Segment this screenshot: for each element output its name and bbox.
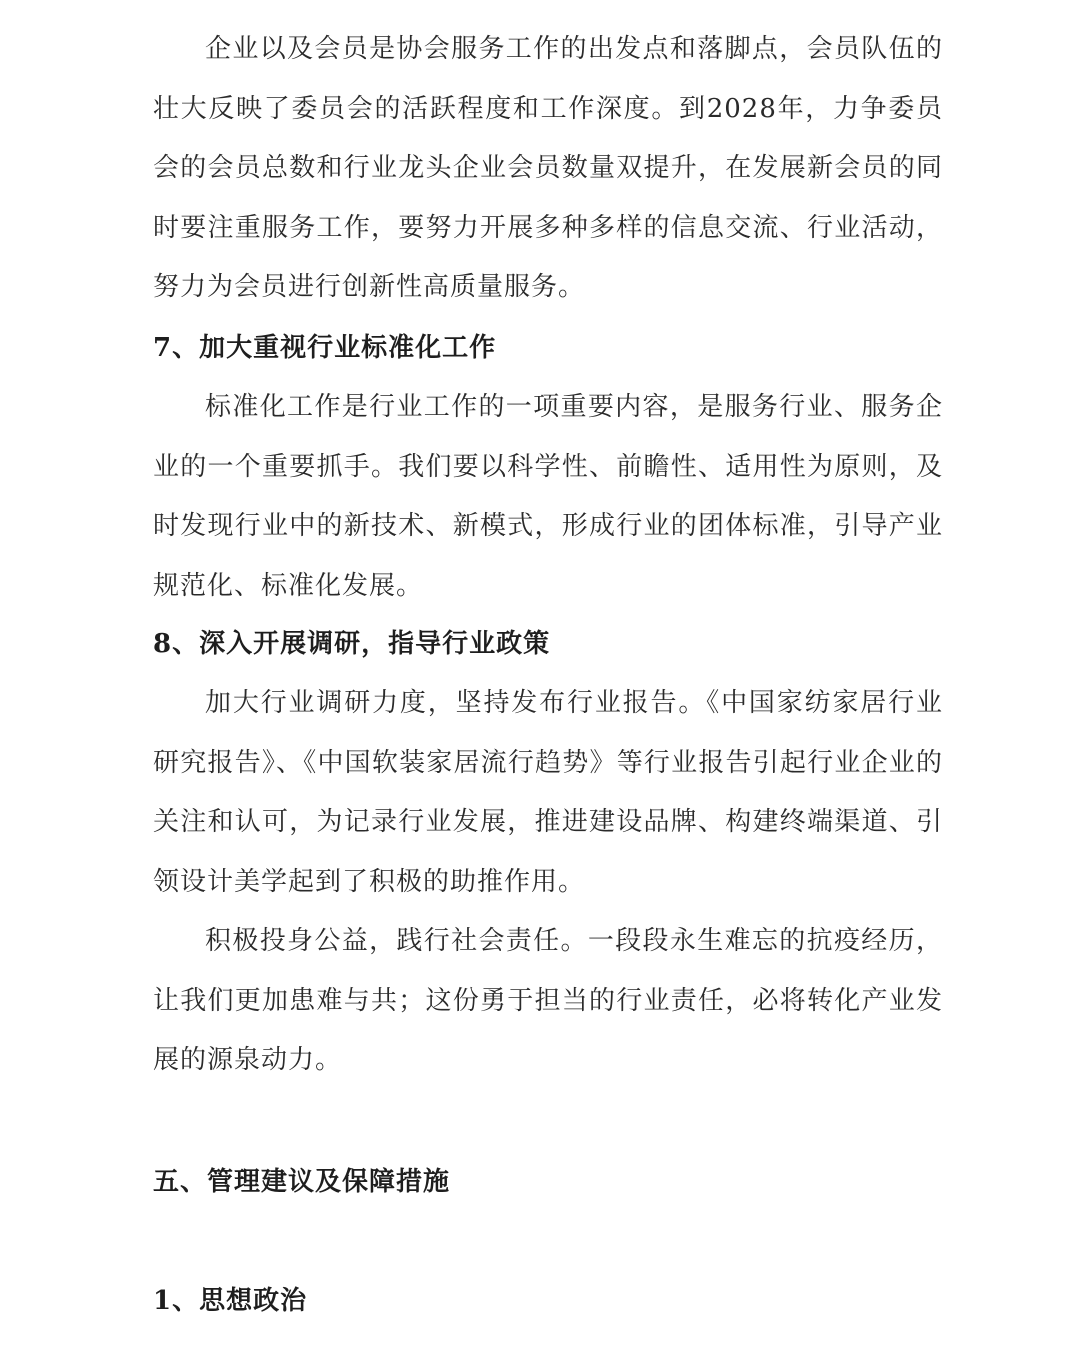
heading-1-ideology: 1、思想政治 <box>153 1286 308 1316</box>
paragraph-standardization: 标准化工作是行业工作的一项重要内容，是服务行业、服务企业的一个重要抓手。我们要以科学性、前瞻性、适用性为原则，及时发现行业中的新技术、新模式，形成行业的团体标准，引导产业规范化、标准化发展。 <box>153 392 943 601</box>
heading-7-standardization: 7、加大重视行业标准化工作 <box>153 333 497 363</box>
paragraph-research: 加大行业调研力度，坚持发布行业报告。《中国家纺家居行业研究报告》、《中国软装家居流行趋势》等行业报告引起行业企业的关注和认可，为记录行业发展，推进建设品牌、构建终端渠道、引领设计美学起到了积极的助推作用。 <box>153 688 943 897</box>
heading-8-research: 8、深入开展调研，指导行业政策 <box>153 629 551 659</box>
paragraph-members: 企业以及会员是协会服务工作的出发点和落脚点，会员队伍的壮大反映了委员会的活跃程度和工作深度。到2028年，力争委员会的会员总数和行业龙头企业会员数量双提升，在发展新会员的同时要注重服务工作，要努力开展多种多样的信息交流、行业活动，努力为会员进行创新性高质量服务。 <box>153 34 943 302</box>
section-5-heading: 五、管理建议及保障措施 <box>153 1167 451 1197</box>
paragraph-public-welfare: 积极投身公益，践行社会责任。一段段永生难忘的抗疫经历，让我们更加患难与共；这份勇于担当的行业责任，必将转化产业发展的源泉动力。 <box>153 926 943 1075</box>
